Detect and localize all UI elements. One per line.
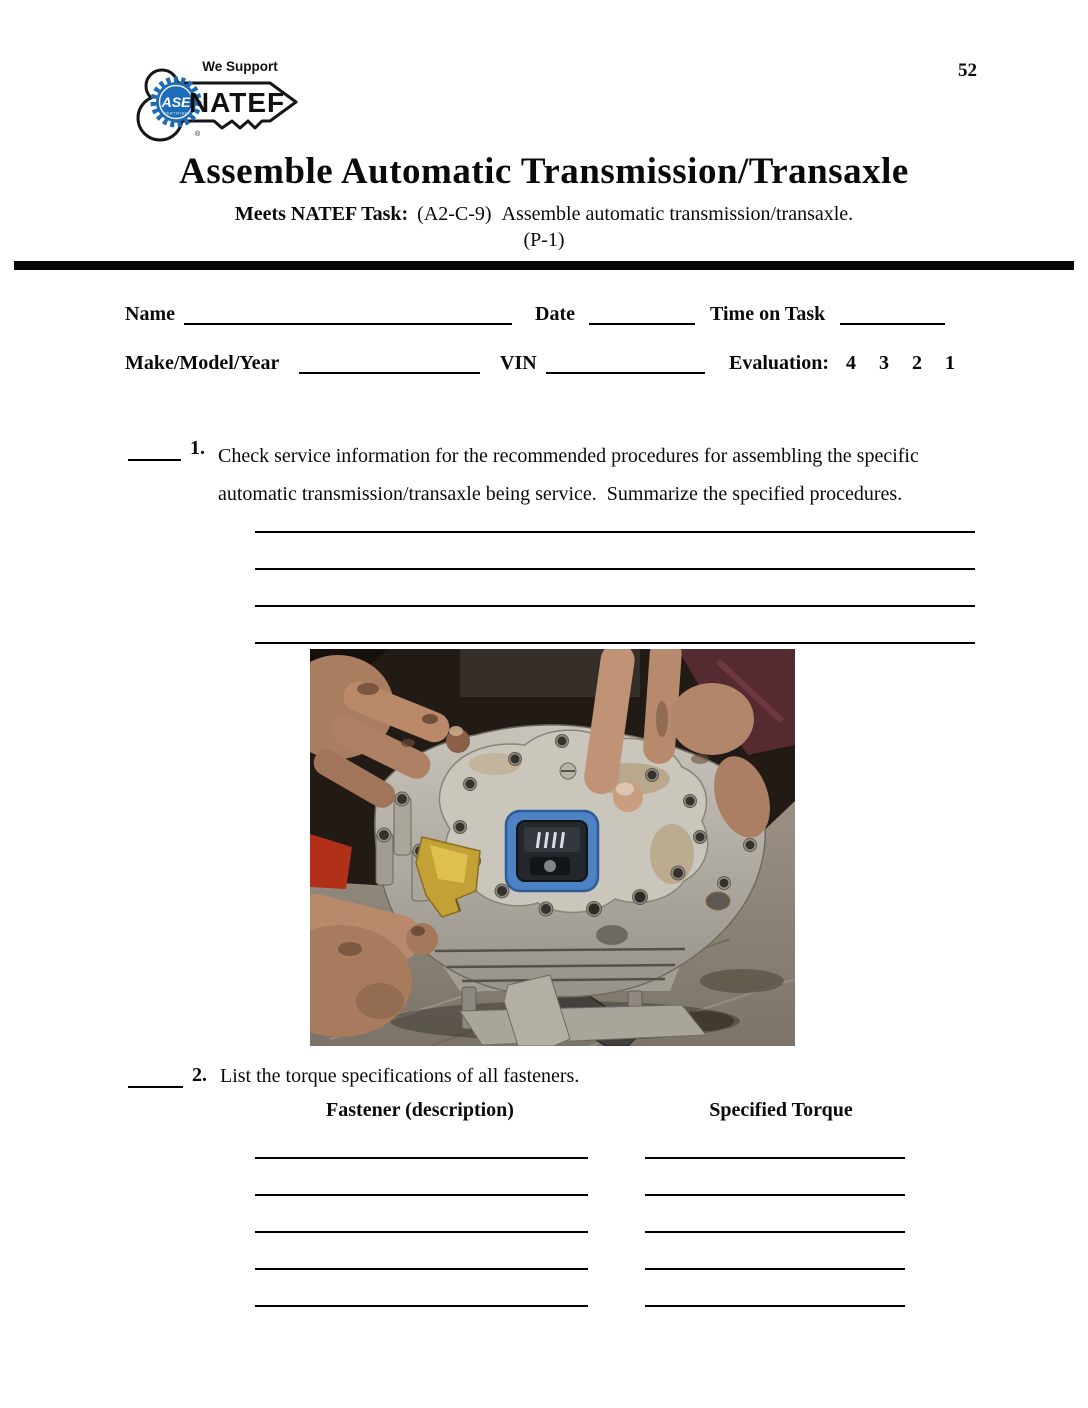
torque-write-line — [645, 1194, 905, 1196]
photo-blue-connector — [506, 811, 598, 891]
fastener-column-header: Fastener (description) — [326, 1099, 514, 1121]
fastener-write-line — [255, 1305, 588, 1307]
vin-label: VIN — [500, 352, 537, 374]
time-fill-line — [840, 303, 945, 325]
fingernail — [616, 783, 634, 796]
task-description: Assemble automatic transmission/transaxle. — [501, 203, 854, 225]
task1-number: 1. — [190, 437, 205, 459]
meets-natef-label: Meets NATEF Task: — [234, 203, 409, 225]
write-line — [255, 531, 975, 533]
torque-write-line — [645, 1157, 905, 1159]
task2-check-line — [128, 1068, 183, 1088]
evaluation-3: 3 — [879, 352, 889, 374]
evaluation-label: Evaluation: — [729, 352, 830, 374]
name-fill-line — [184, 303, 512, 325]
natef-logo — [131, 54, 305, 154]
date-label: Date — [535, 303, 575, 325]
registered-mark: ® — [195, 131, 201, 138]
write-line — [255, 642, 975, 644]
ase-certified-text: CERTIFIED — [163, 111, 189, 116]
ase-text: ASE — [161, 94, 191, 110]
fastener-write-line — [255, 1268, 588, 1270]
vin-fill-line — [546, 352, 705, 374]
meets-natef-line — [0, 203, 1088, 226]
page-number: 52 — [958, 60, 977, 81]
evaluation-scale — [846, 352, 955, 375]
date-fill-line — [589, 303, 695, 325]
page-title: Assemble Automatic Transmission/Transaxle — [179, 151, 909, 192]
write-line — [255, 568, 975, 570]
fastener-write-line — [255, 1157, 588, 1159]
port-hole — [596, 925, 628, 945]
task-code: (A2-C-9) — [417, 203, 492, 225]
evaluation-2: 2 — [912, 352, 922, 374]
torque-write-line — [645, 1231, 905, 1233]
natef-text: NATEF — [188, 87, 286, 118]
time-on-task-label: Time on Task — [710, 303, 826, 325]
header-divider — [14, 261, 1074, 270]
evaluation-1: 1 — [945, 352, 955, 374]
port-hole — [706, 892, 730, 910]
fastener-write-line — [255, 1194, 588, 1196]
torque-write-line — [645, 1305, 905, 1307]
write-line — [255, 605, 975, 607]
priority-label: (P-1) — [523, 229, 565, 251]
valve-body-photo-art — [310, 649, 795, 1046]
torque-column-header: Specified Torque — [709, 1099, 853, 1121]
evaluation-4: 4 — [846, 352, 856, 374]
we-support-text: We Support — [202, 59, 278, 74]
task2-number: 2. — [192, 1064, 207, 1086]
make-fill-line — [299, 352, 480, 374]
task1-text: Check service information for the recommended procedures for assembling the specific automatic transmission/transaxle being service. Summarize the specified procedures. — [218, 445, 924, 505]
task2-text: List the torque specifications of all fasteners. — [220, 1065, 580, 1087]
valve-body-photo — [310, 649, 795, 1046]
task1-check-line — [128, 441, 181, 461]
fastener-write-line — [255, 1231, 588, 1233]
make-model-year-label: Make/Model/Year — [125, 352, 280, 374]
natef-key-logo — [131, 54, 305, 154]
fingernail — [449, 726, 463, 736]
torque-write-line — [645, 1268, 905, 1270]
name-label: Name — [125, 303, 175, 325]
